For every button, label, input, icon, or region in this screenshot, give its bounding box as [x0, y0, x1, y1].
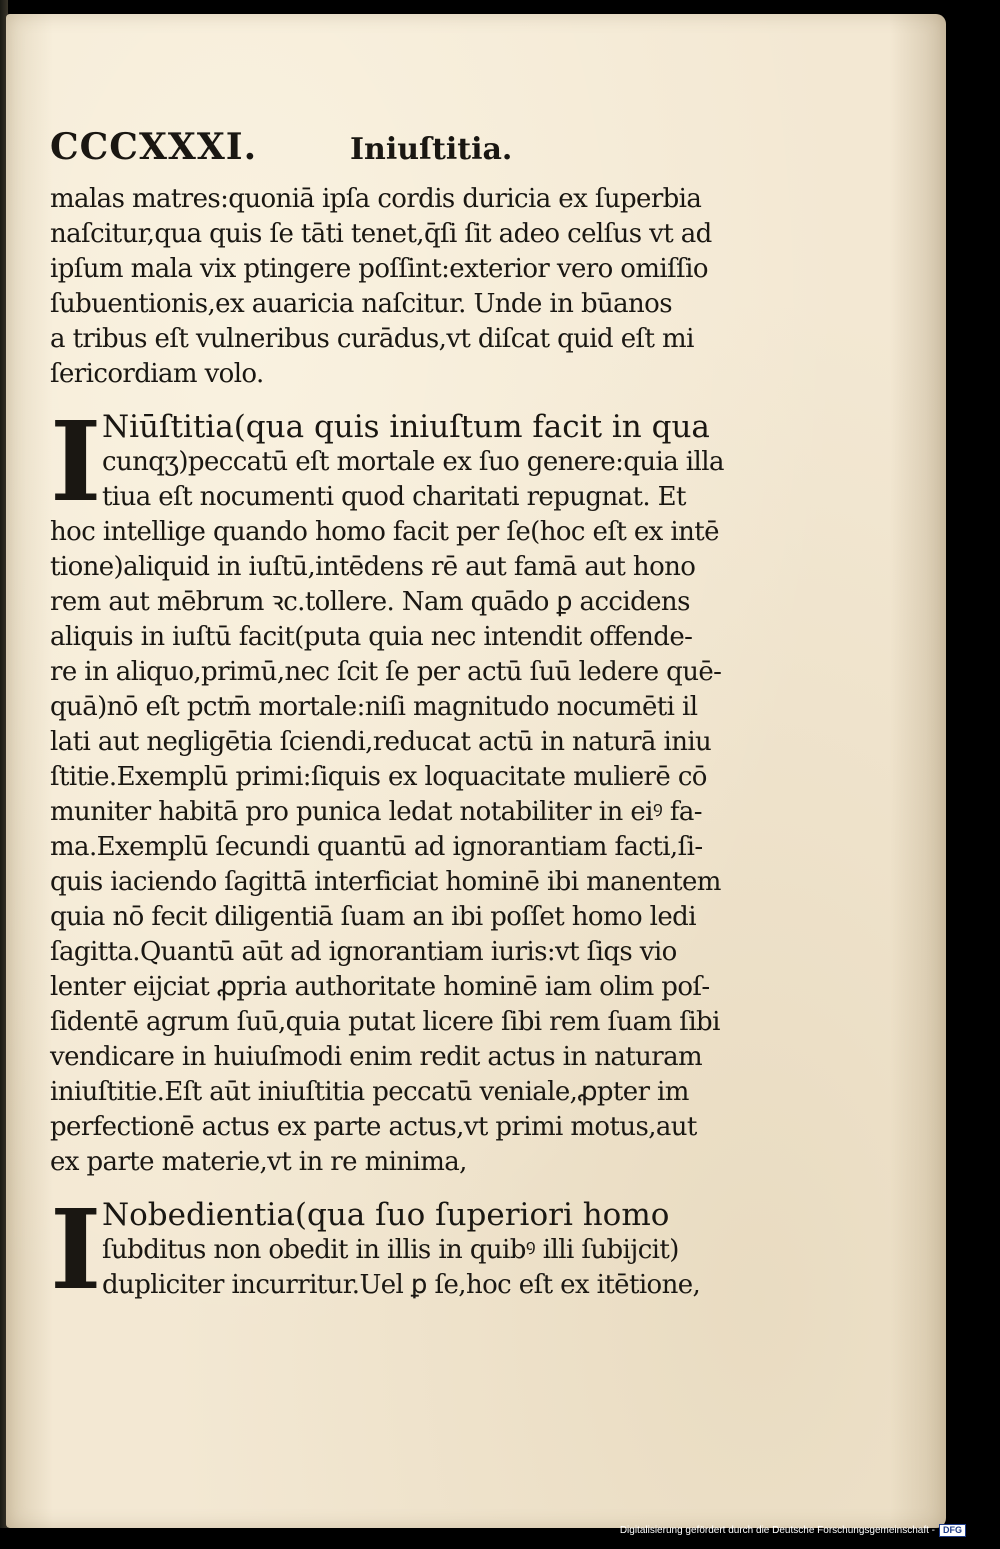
- text-line: quia nō fecit diligentiā ſuam an ibi poſſet homo ledi: [50, 902, 696, 932]
- text-line: dupliciter incurritur.Uel ꝑ ſe,hoc eſt ex itētione,: [102, 1270, 701, 1300]
- text-line: iniuſtitie.Eſt aūt iniuſtitia peccatū veniale,ꝓpter im: [50, 1077, 689, 1107]
- text-line: vendicare in huiuſmodi enim redit actus in naturam: [50, 1042, 703, 1072]
- text-line: lati aut negligētia ſciendi,reducat actū in naturā iniu: [50, 727, 712, 757]
- text-line: ex parte materie,vt in re minima,: [50, 1147, 467, 1177]
- text-block: [50, 126, 750, 1314]
- drop-initial: I: [50, 397, 102, 526]
- text-line: tione)aliquid in iuſtū,intēdens rē aut famā aut hono: [50, 552, 696, 582]
- text-line: ſericordiam volo.: [50, 359, 264, 389]
- text-line: muniter habitā pro punica ledat notabiliter in eiꝰ fa-: [50, 797, 702, 827]
- paragraph-3: [50, 1185, 750, 1314]
- dfg-logo: DFG: [939, 1524, 966, 1537]
- paragraph-2: [50, 397, 750, 1180]
- text-line: naſcitur,qua quis ſe tāti tenet,q̄ſi ſit adeo celſus vt ad: [50, 219, 712, 249]
- text-line: ſubuentionis,ex auaricia naſcitur. Unde in būanos: [50, 289, 672, 319]
- text-line: hoc intellige quando homo facit per ſe(hoc eſt ex intē: [50, 517, 719, 547]
- text-line: cunqʒ)peccatū eſt mortale ex ſuo genere:quia illa: [102, 447, 724, 477]
- page-header: [50, 126, 750, 174]
- credit-text: Digitalisierung gefördert durch die Deutsche Forschungsgemeinschaft -: [619, 1525, 935, 1536]
- text-line: Nobedientia(qua ſuo ſuperiori homo: [102, 1197, 670, 1233]
- funding-credit: [620, 1524, 966, 1537]
- text-line: ipſum mala vix ptingere poſſint:exterior vero omiſſio: [50, 254, 708, 284]
- text-line: a tribus eſt vulneribus curādus,vt diſcat quid eſt mi: [50, 324, 694, 354]
- text-line: quā)nō eſt pctm̄ mortale:niſi magnitudo nocumēti il: [50, 692, 698, 722]
- text-line: rem aut mēbrum ꝛc.tollere. Nam quādo ꝑ accidens: [50, 587, 690, 617]
- text-line: malas matres:quoniā ipſa cordis duricia ex ſuperbia: [50, 184, 702, 214]
- book-page: [6, 14, 946, 1528]
- running-title: Iniuſtitia.: [350, 132, 513, 167]
- text-line: quis iaciendo ſagittā interficiat hominē ibi manentem: [50, 867, 721, 897]
- text-line: perfectionē actus ex parte actus,vt primi motus,aut: [50, 1112, 697, 1142]
- drop-initial: I: [50, 1185, 102, 1314]
- text-line: aliquis in iuſtū facit(puta quia nec intendit offende-: [50, 622, 693, 652]
- paragraph-1: [50, 182, 750, 392]
- text-line: ſidentē agrum ſuū,quia putat licere ſibi rem ſuam ſibi: [50, 1007, 720, 1037]
- text-line: ſubditus non obedit in illis in quibꝰ illi ſubijcit): [102, 1235, 679, 1265]
- initial-lines: [102, 1198, 700, 1303]
- text-line: ma.Exemplū ſecundi quantū ad ignorantiam facti,ſi-: [50, 832, 703, 862]
- text-line: Niūſtitia(qua quis iniuſtum facit in qua: [102, 409, 710, 445]
- text-line: re in aliquo,primū,nec ſcit ſe per actū ſuū ledere quē-: [50, 657, 722, 687]
- text-line: ſagitta.Quantū aūt ad ignorantiam iuris:vt ſiqs vio: [50, 937, 677, 967]
- initial-block: [50, 1185, 750, 1314]
- text-line: tiua eſt nocumenti quod charitati repugnat. Et: [102, 482, 686, 512]
- text-line: ſtitie.Exemplū primi:ſiquis ex loquacitate mulierē cō: [50, 762, 707, 792]
- initial-block: [50, 397, 750, 526]
- initial-lines: [102, 410, 724, 515]
- folio-number: CCCXXXI.: [50, 126, 258, 168]
- text-line: lenter eijciat ꝓpria authoritate hominē iam olim poſ-: [50, 972, 710, 1002]
